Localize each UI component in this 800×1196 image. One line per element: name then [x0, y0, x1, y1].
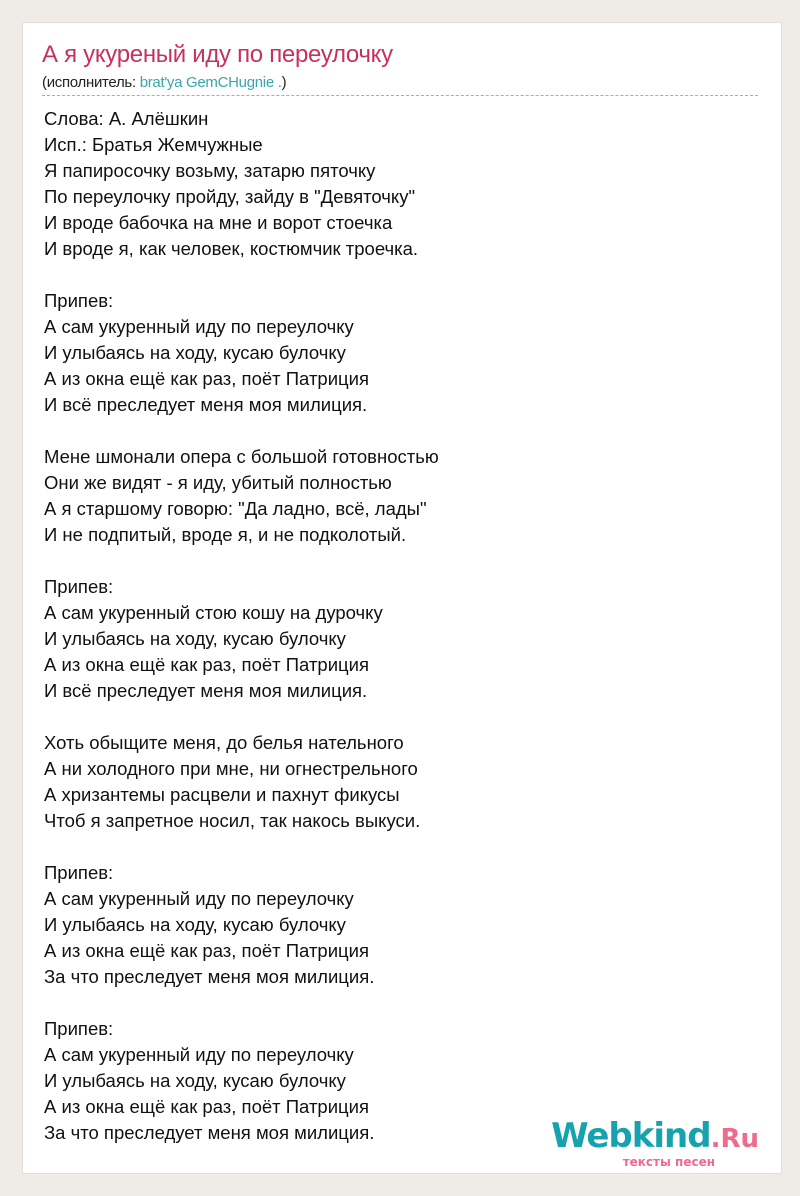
- artist-link[interactable]: brat'ya GemCHugnie .: [139, 74, 282, 91]
- lyrics-line: А из окна ещё как раз, поёт Патриция: [44, 368, 369, 389]
- lyrics-line: И улыбаясь на ходу, кусаю булочку: [44, 914, 346, 935]
- lyrics-line: Припев:: [44, 1018, 114, 1039]
- webkind-logo[interactable]: [551, 1117, 759, 1169]
- lyrics-line: А сам укуренный иду по переулочку: [44, 316, 354, 337]
- song-title: А я укуреный иду по переулочку: [42, 41, 393, 68]
- lyrics-text: [44, 106, 439, 1146]
- lyrics-line: А из окна ещё как раз, поёт Патриция: [44, 940, 369, 961]
- artist-prefix: (исполнитель:: [42, 74, 136, 91]
- lyrics-line: И вроде бабочка на мне и ворот стоечка: [44, 212, 393, 233]
- lyrics-line: Исп.: Братья Жемчужные: [44, 134, 263, 155]
- lyrics-line: А ни холодного при мне, ни огнестрельного: [44, 758, 418, 779]
- lyrics-line: А из окна ещё как раз, поёт Патриция: [44, 654, 369, 675]
- logo-suffix: .Ru: [710, 1124, 759, 1154]
- logo-main: Webkind: [551, 1116, 711, 1156]
- blank-line: [44, 262, 439, 288]
- lyrics-line: А сам укуренный стою кошу на дурочку: [44, 602, 383, 623]
- lyrics-line: И всё преследует меня моя милиция.: [44, 680, 368, 701]
- lyrics-line: И улыбаясь на ходу, кусаю булочку: [44, 342, 346, 363]
- divider: [42, 95, 758, 96]
- lyrics-line: Припев:: [44, 290, 114, 311]
- lyrics-line: А я старшому говорю: "Да ладно, всё, лады": [44, 498, 427, 519]
- blank-line: [44, 990, 439, 1016]
- logo-tagline: тексты песен: [622, 1155, 715, 1169]
- artist-suffix: ): [281, 74, 287, 91]
- lyrics-line: И улыбаясь на ходу, кусаю булочку: [44, 1070, 346, 1091]
- lyrics-line: А сам укуренный иду по переулочку: [44, 1044, 354, 1065]
- lyrics-line: И всё преследует меня моя милиция.: [44, 394, 368, 415]
- lyrics-line: За что преследует меня моя милиция.: [44, 966, 375, 987]
- lyrics-line: А хризантемы расцвели и пахнут фикусы: [44, 784, 400, 805]
- lyrics-line: Они же видят - я иду, убитый полностью: [44, 472, 392, 493]
- lyrics-line: Чтоб я запретное носил, так накось выкуси.: [44, 810, 421, 831]
- lyrics-line: Слова: А. Алёшкин: [44, 108, 209, 129]
- blank-line: [44, 704, 439, 730]
- lyrics-line: Припев:: [44, 576, 114, 597]
- blank-line: [44, 548, 439, 574]
- lyrics-line: А из окна ещё как раз, поёт Патриция: [44, 1096, 369, 1117]
- lyrics-line: За что преследует меня моя милиция.: [44, 1122, 375, 1143]
- lyrics-line: И улыбаясь на ходу, кусаю булочку: [44, 628, 346, 649]
- lyrics-line: Я папиросочку возьму, затарю пяточку: [44, 160, 376, 181]
- artist-line: [42, 74, 286, 91]
- lyrics-line: Хоть обыщите меня, до белья нательного: [44, 732, 404, 753]
- lyrics-line: И не подпитый, вроде я, и не подколотый.: [44, 524, 407, 545]
- blank-line: [44, 418, 439, 444]
- lyrics-line: И вроде я, как человек, костюмчик троечка.: [44, 238, 419, 259]
- blank-line: [44, 834, 439, 860]
- logo-wordmark: [551, 1117, 759, 1155]
- lyrics-line: Мене шмонали опера с большой готовностью: [44, 446, 439, 467]
- lyrics-card: [22, 22, 782, 1174]
- lyrics-line: А сам укуренный иду по переулочку: [44, 888, 354, 909]
- lyrics-line: Припев:: [44, 862, 114, 883]
- lyrics-line: По переулочку пройду, зайду в "Девяточку": [44, 186, 416, 207]
